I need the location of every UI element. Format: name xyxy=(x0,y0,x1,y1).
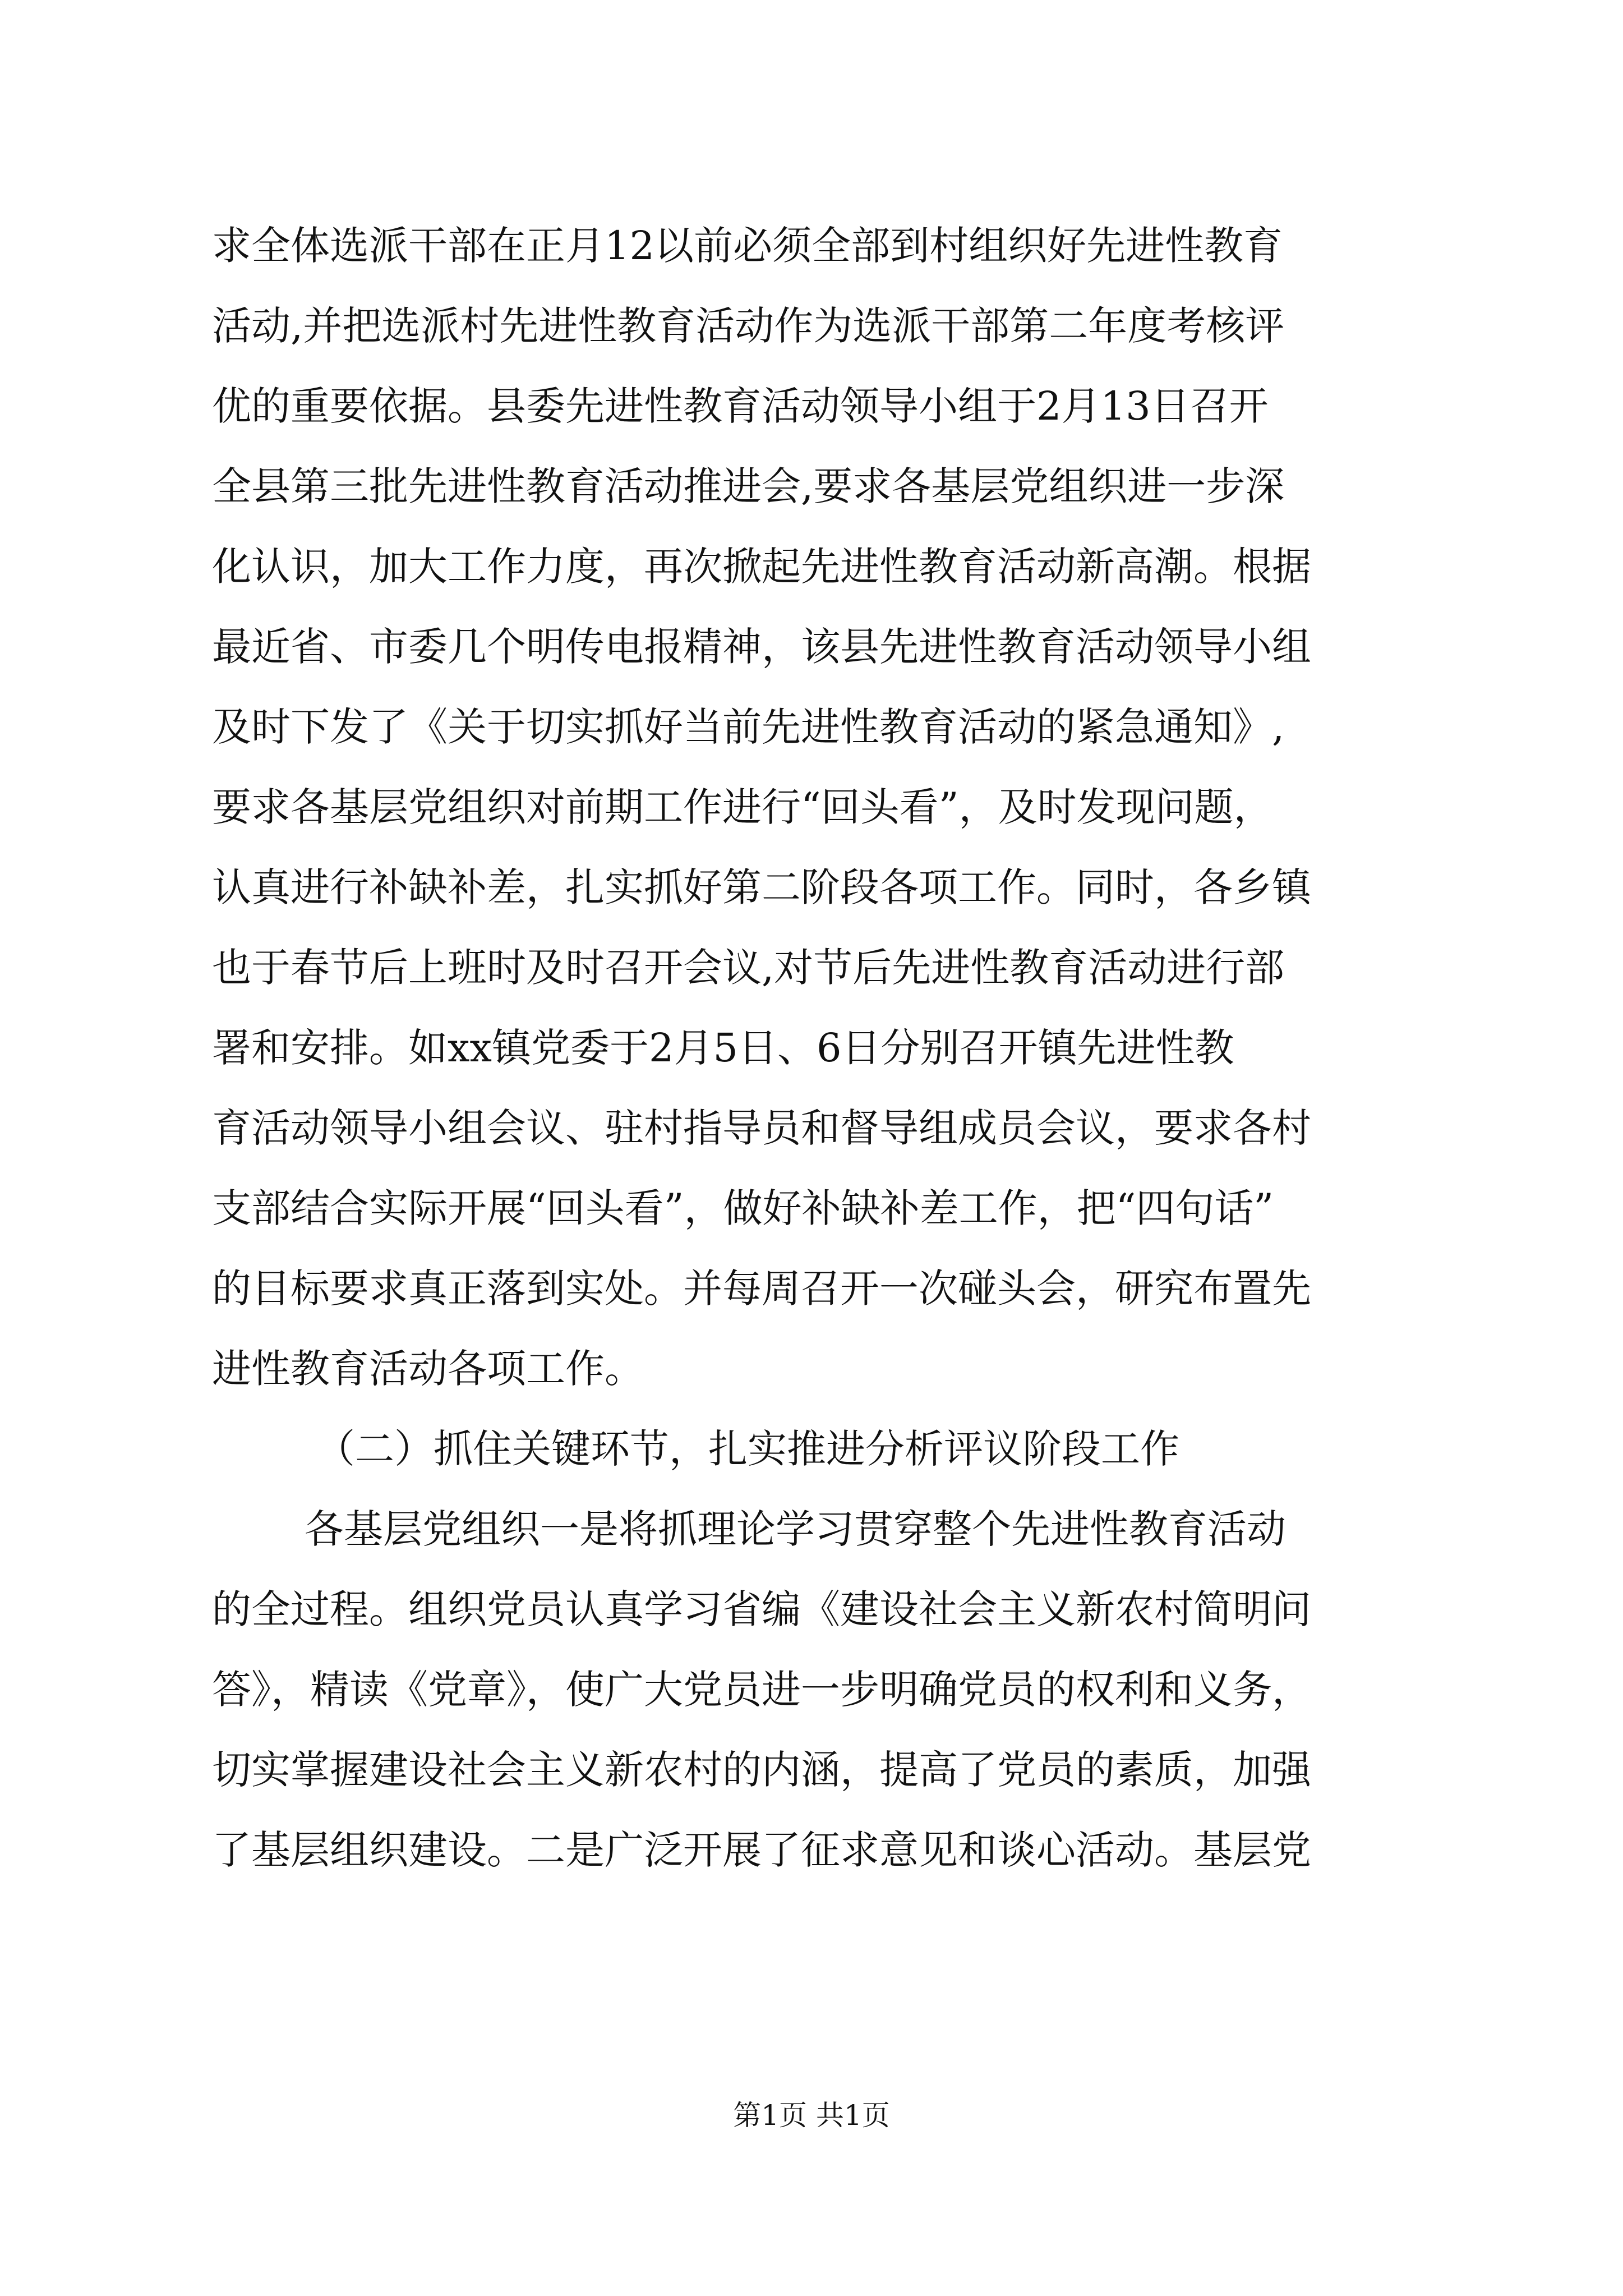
paragraph-line: 的全过程。组织党员认真学习省编《建设社会主义新农村简明问 xyxy=(212,1586,1311,1632)
paragraph-line: 活动,并把选派村先进性教育活动作为选派干部第二年度考核评 xyxy=(212,303,1285,349)
paragraph-line: 切实掌握建设社会主义新农村的内涵，提高了党员的素质，加强 xyxy=(212,1747,1311,1793)
paragraph-line: 署和安排。如xx镇党委于2月5日、6日分别召开镇先进性教 xyxy=(212,1025,1234,1071)
paragraph-line: 认真进行补缺补差，扎实抓好第二阶段各项工作。同时，各乡镇 xyxy=(212,864,1311,910)
page-number-footer: 第1页 共1页 xyxy=(733,2099,890,2132)
paragraph-line: 要求各基层党组织对前期工作进行“回头看”，及时发现问题， xyxy=(212,784,1273,830)
paragraph-line: 的目标要求真正落到实处。并每周召开一次碰头会，研究布置先 xyxy=(212,1266,1311,1312)
paragraph-line: 支部结合实际开展“回头看”，做好补缺补差工作，把“四句话” xyxy=(212,1185,1274,1231)
paragraph-line: 各基层党组织一是将抓理论学习贯穿整个先进性教育活动 xyxy=(305,1506,1286,1552)
paragraph-line: 进性教育活动各项工作。 xyxy=(212,1346,644,1392)
paragraph-line: 最近省、市委几个明传电报精神，该县先进性教育活动领导小组 xyxy=(212,624,1311,670)
paragraph-line: 了基层组织建设。二是广泛开展了征求意见和谈心活动。基层党 xyxy=(212,1827,1311,1873)
paragraph-line: 答》，精读《党章》，使广大党员进一步明确党员的权利和义务， xyxy=(212,1667,1311,1713)
paragraph-line: 全县第三批先进性教育活动推进会,要求各基层党组织进一步深 xyxy=(212,463,1285,509)
paragraph-line: 求全体选派干部在正月12以前必须全部到村组织好先进性教育 xyxy=(212,223,1283,269)
paragraph-line: 也于春节后上班时及时召开会议,对节后先进性教育活动进行部 xyxy=(212,945,1285,991)
paragraph-line: 化认识，加大工作力度，再次掀起先进性教育活动新高潮。根据 xyxy=(212,544,1311,590)
paragraph-line: 育活动领导小组会议、驻村指导员和督导组成员会议，要求各村 xyxy=(212,1105,1311,1151)
section-heading: （二）抓住关键环节，扎实推进分析评议阶段工作 xyxy=(316,1426,1179,1472)
paragraph-line: 优的重要依据。县委先进性教育活动领导小组于2月13日召开 xyxy=(212,383,1269,429)
paragraph-line: 及时下发了《关于切实抓好当前先进性教育活动的紧急通知》, xyxy=(212,704,1285,750)
